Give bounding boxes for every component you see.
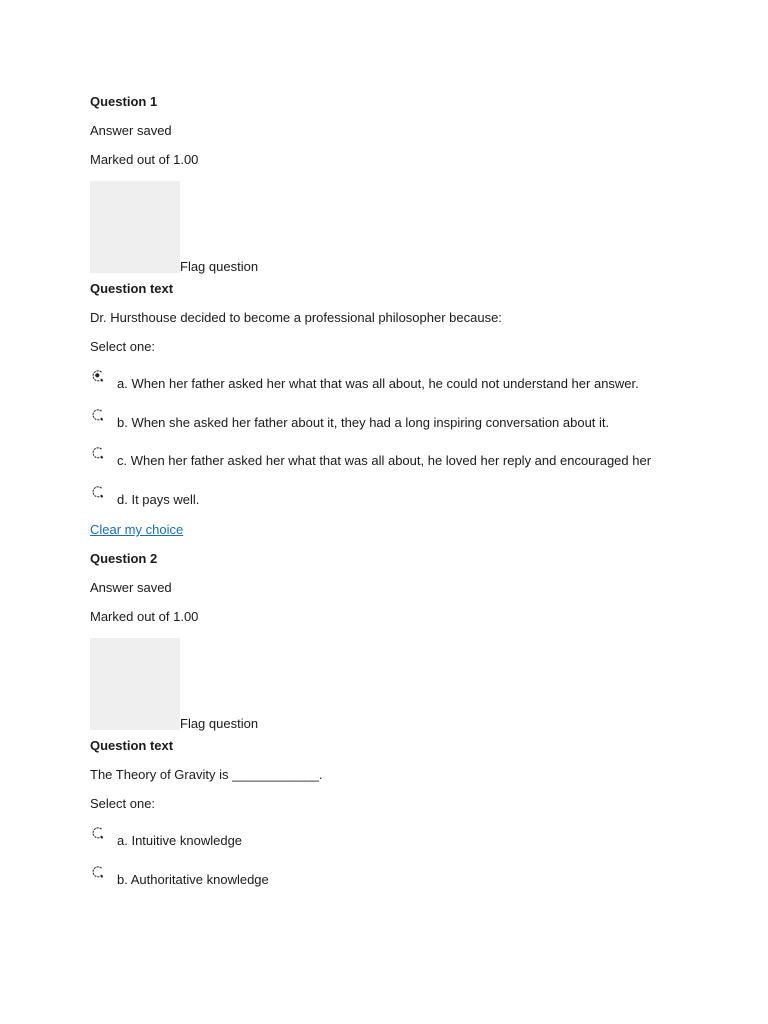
flag-question-label[interactable]: Flag question: [180, 716, 259, 731]
question-prompt: Dr. Hursthouse decided to become a professional philosopher because:: [90, 310, 502, 325]
radio-button-icon[interactable]: [91, 446, 105, 460]
question-state: Answer saved: [90, 123, 172, 138]
question-prompt: The Theory of Gravity is ____________.: [90, 767, 323, 782]
answer-option-b[interactable]: [90, 862, 710, 901]
question-text-heading: Question text: [90, 738, 174, 753]
answer-option-label[interactable]: b. When she asked her father about it, they had a long inspiring conversation about it.: [117, 414, 610, 430]
question-state: Answer saved: [90, 580, 172, 595]
radio-button-icon[interactable]: [91, 369, 105, 383]
answer-option-label[interactable]: d. It pays well.: [117, 491, 200, 507]
select-one-label: Select one:: [90, 339, 156, 354]
question-title: Question 2: [90, 551, 158, 566]
radio-button-icon[interactable]: [91, 485, 105, 499]
answer-option-c[interactable]: [90, 443, 710, 482]
radio-button-icon[interactable]: [91, 826, 105, 840]
answer-option-d[interactable]: [90, 482, 710, 521]
question-block-2: [90, 549, 710, 900]
answer-option-label[interactable]: c. When her father asked her what that was all about, he loved her reply and encouraged her: [117, 453, 652, 468]
question-block-1: [90, 92, 710, 549]
question-grade: Marked out of 1.00: [90, 152, 199, 167]
answer-option-a[interactable]: [90, 366, 710, 405]
flag-question-label[interactable]: Flag question: [180, 259, 259, 274]
clear-choice-row: [90, 520, 710, 549]
answer-option-b[interactable]: [90, 405, 710, 444]
flag-question-row[interactable]: [90, 171, 710, 273]
radio-button-icon[interactable]: [91, 408, 105, 422]
select-one-label: Select one:: [90, 796, 156, 811]
quiz-page: [90, 92, 710, 900]
question-text-heading: Question text: [90, 281, 174, 296]
answer-option-label[interactable]: a. Intuitive knowledge: [117, 833, 243, 848]
question-title: Question 1: [90, 94, 158, 109]
answer-option-a[interactable]: [90, 823, 710, 862]
question-grade: Marked out of 1.00: [90, 609, 199, 624]
radio-selected-dot: [95, 373, 99, 377]
answer-option-label[interactable]: a. When her father asked her what that was all about, he could not understand her answer.: [117, 376, 639, 391]
radio-button-icon[interactable]: [91, 865, 105, 879]
flag-image-icon[interactable]: [90, 638, 180, 730]
clear-my-choice-link[interactable]: Clear my choice: [90, 522, 184, 537]
answer-option-label[interactable]: b. Authoritative knowledge: [117, 871, 269, 887]
flag-question-row[interactable]: [90, 628, 710, 730]
flag-image-icon[interactable]: [90, 181, 180, 273]
